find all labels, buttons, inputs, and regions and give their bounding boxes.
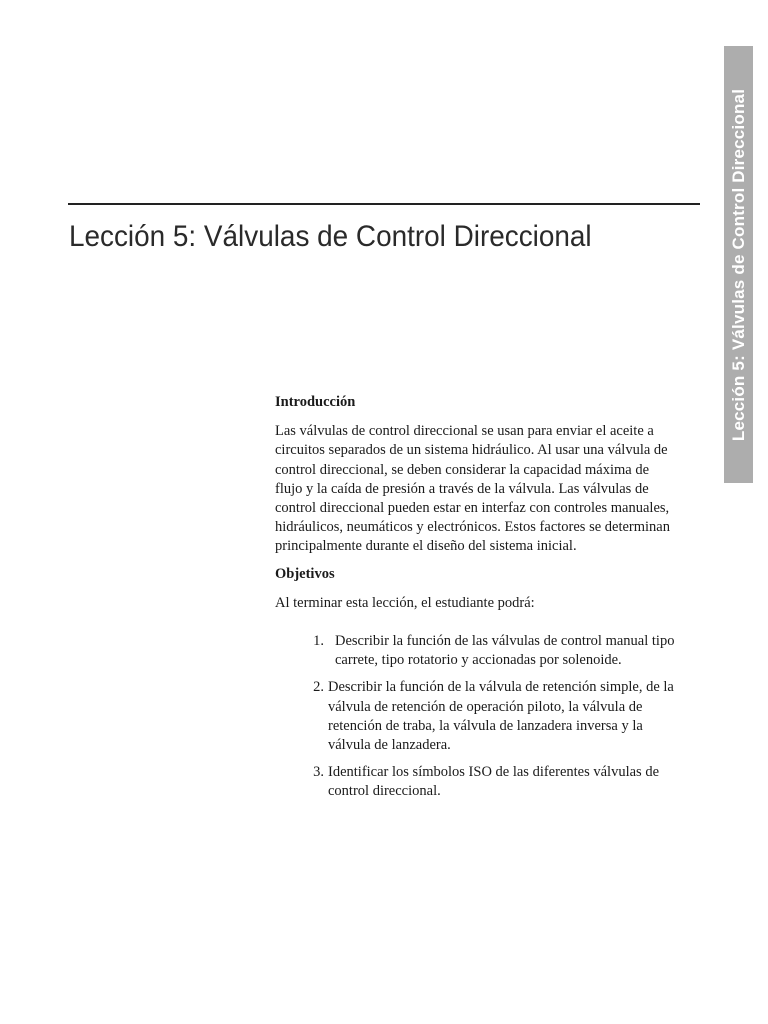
list-item-number: 3. [313,764,324,781]
list-item-line: válvula de retención de operación piloto, la válvula de [328,698,643,715]
title-rule [68,203,700,205]
introduction-line: Las válvulas de control direccional se usan para enviar el aceite a [275,423,654,440]
list-item-number: 2. [313,679,324,696]
introduction-line: flujo y la caída de presión a través de la válvula. Las válvulas de [275,480,649,497]
list-item-line: Identificar los símbolos ISO de las diferentes válvulas de [328,764,660,781]
objectives-list [275,632,695,802]
introduction-line: principalmente durante el diseño del sistema inicial. [275,538,577,555]
objectives-heading: Objetivos [275,565,335,582]
list-item-text [324,763,695,801]
objectives-lead: Al terminar esta lección, el estudiante podrá: [275,594,535,611]
side-chapter-tab [724,46,753,483]
list-item-number: 1. [313,633,324,650]
main-content [275,393,695,810]
list-item-line: Describir la función de la válvula de retención simple, de la [328,679,674,696]
list-item-line: Describir la función de las válvulas de control manual tipo [335,633,675,650]
introduction-paragraph [275,422,695,556]
introduction-line: control direccional pueden estar en interfaz con controles manuales, [275,500,670,517]
introduction-line: circuitos separados de un sistema hidráulico. Al usar una válvula de [275,442,668,459]
list-item-text [324,632,695,670]
list-item-line: control direccional. [328,783,441,800]
list-item-line: válvula de lanzadera. [328,737,451,754]
lesson-title: Lección 5: Válvulas de Control Direccional [69,220,592,253]
introduction-heading: Introducción [275,394,356,410]
list-item [275,632,695,670]
list-item-line: carrete, tipo rotatorio y accionadas por solenoide. [335,652,622,669]
list-item [275,678,695,755]
introduction-line: hidráulicos, neumáticos y electrónicos. Estos factores se determinan [275,519,670,536]
side-tab-label: Lección 5: Válvulas de Control Direccional [728,88,748,441]
list-item [275,763,695,801]
introduction-line: control direccional, se deben considerar la capacidad máxima de [275,461,650,478]
list-item-text [324,678,695,755]
list-item-line: retención de traba, la válvula de lanzadera inversa y la [328,717,643,734]
